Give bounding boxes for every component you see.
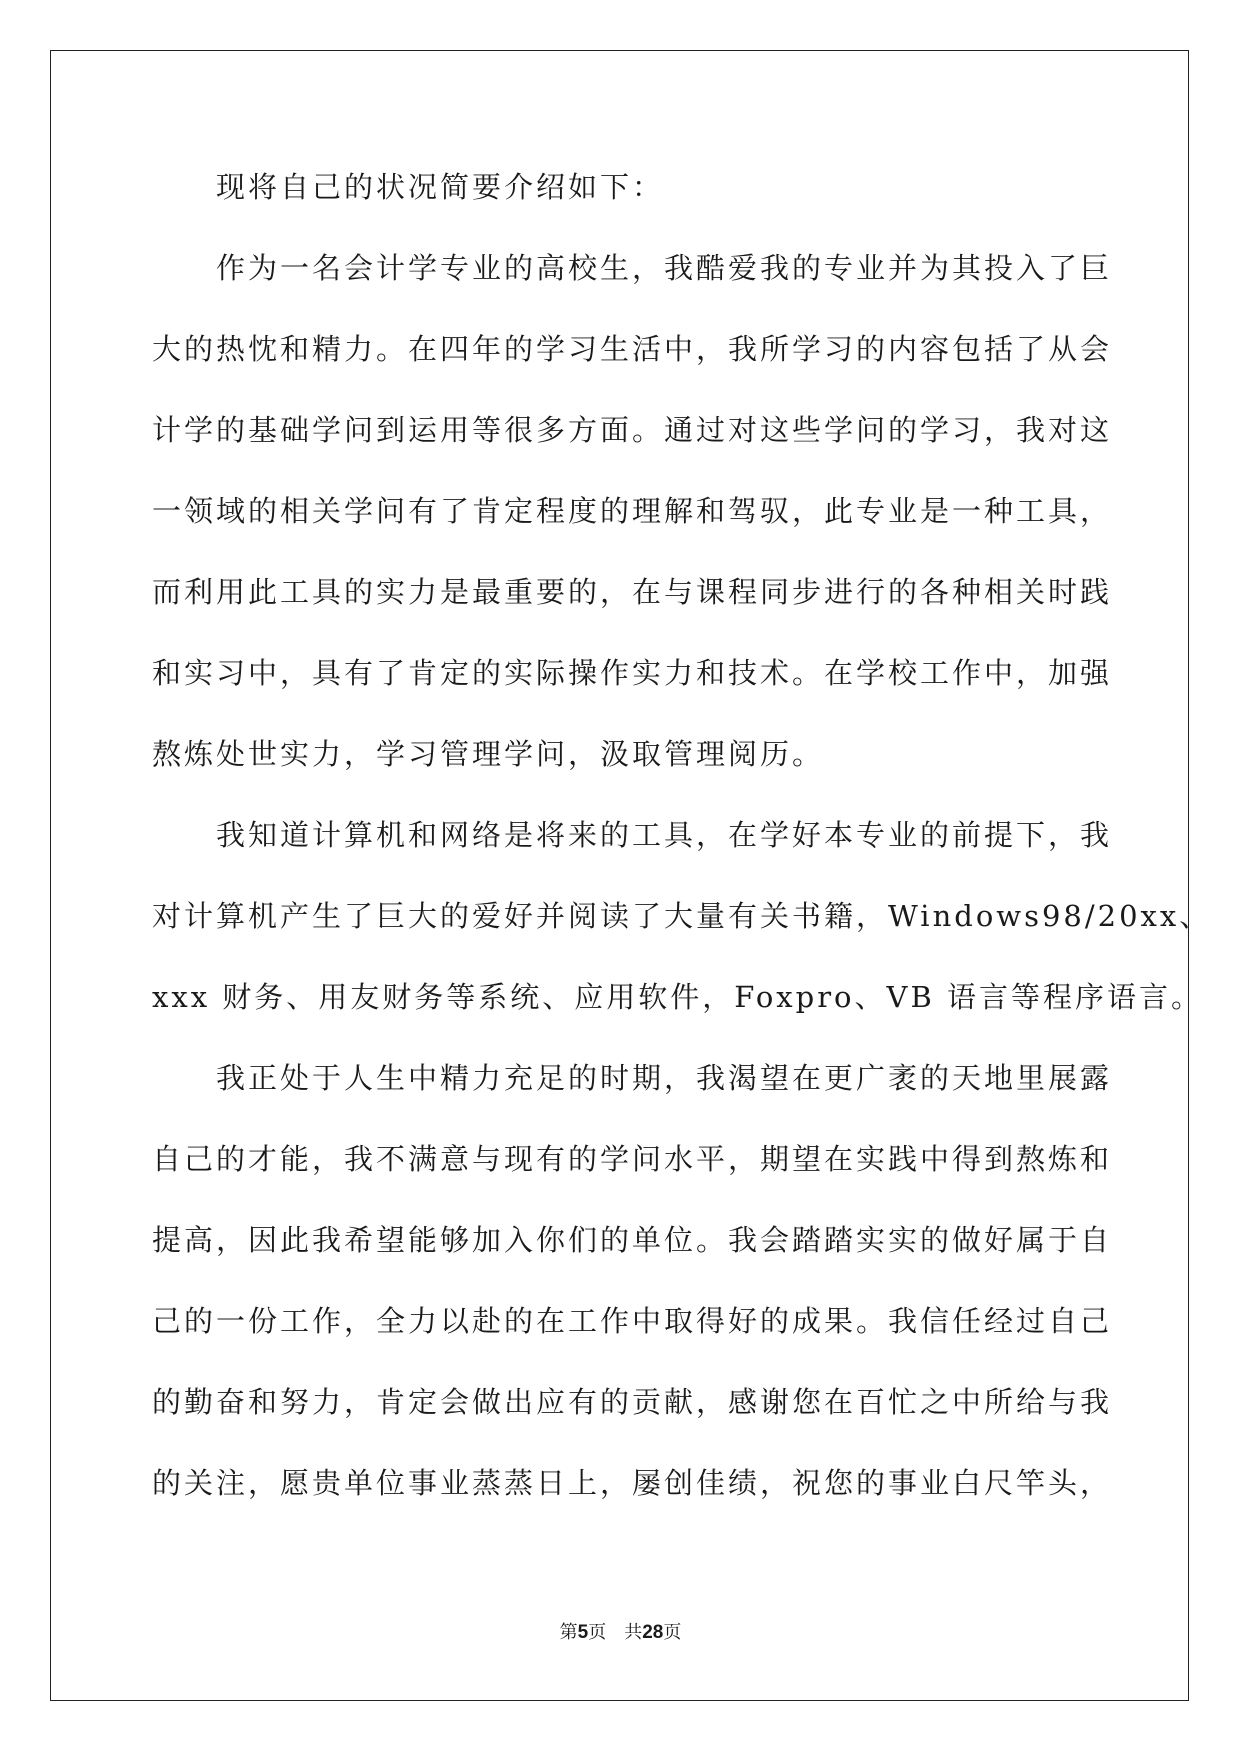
page-prefix: 第 [559,1622,578,1643]
page-number: 5 [577,1622,589,1643]
text-line: 自己的才能，我不满意与现有的学问水平，期望在实践中得到熬炼和 [152,1142,1113,1176]
text-line: 己的一份工作，全力以赴的在工作中取得好的成果。我信任经过自己 [152,1304,1113,1338]
text-line: 一领域的相关学问有了肯定程度的理解和驾驭，此专业是一种工具， [152,494,1113,528]
text-line: 计学的基础学问到运用等很多方面。通过对这些学问的学习，我对这 [152,413,1113,447]
text-line: 熬炼处世实力，学习管理学问，汲取管理阅历。 [152,737,825,771]
text-line: 大的热忱和精力。在四年的学习生活中，我所学习的内容包括了从会 [152,332,1113,366]
page-footer [0,1618,1241,1644]
total-prefix: 共 [624,1622,643,1643]
text-line: xxx 财务、用友财务等系统、应用软件，Foxpro、VB 语言等程序语言。 [152,980,1203,1014]
total-pages: 28 [642,1622,664,1643]
text-line: 而利用此工具的实力是最重要的，在与课程同步进行的各种相关时践 [152,575,1113,609]
text-line: 我知道计算机和网络是将来的工具，在学好本专业的前提下，我 [216,818,1113,852]
text-line: 作为一名会计学专业的高校生，我酷爱我的专业并为其投入了巨 [216,251,1113,285]
text-line: 提高，因此我希望能够加入你们的单位。我会踏踏实实的做好属于自 [152,1223,1113,1257]
page-suffix: 页 [588,1622,607,1643]
text-line: 现将自己的状况简要介绍如下： [216,170,665,204]
text-line: 的勤奋和努力，肯定会做出应有的贡献，感谢您在百忙之中所给与我 [152,1385,1113,1419]
text-line: 我正处于人生中精力充足的时期，我渴望在更广袤的天地里展露 [216,1061,1113,1095]
text-line: 对计算机产生了巨大的爱好并阅读了大量有关书籍，Windows98/20xx、 [152,899,1212,933]
text-line: 的关注，愿贵单位事业蒸蒸日上，屡创佳绩，祝您的事业白尺竿头， [152,1466,1113,1500]
document-body [152,160,1212,1537]
total-suffix: 页 [663,1622,682,1643]
text-line: 和实习中，具有了肯定的实际操作实力和技术。在学校工作中，加强 [152,656,1113,690]
